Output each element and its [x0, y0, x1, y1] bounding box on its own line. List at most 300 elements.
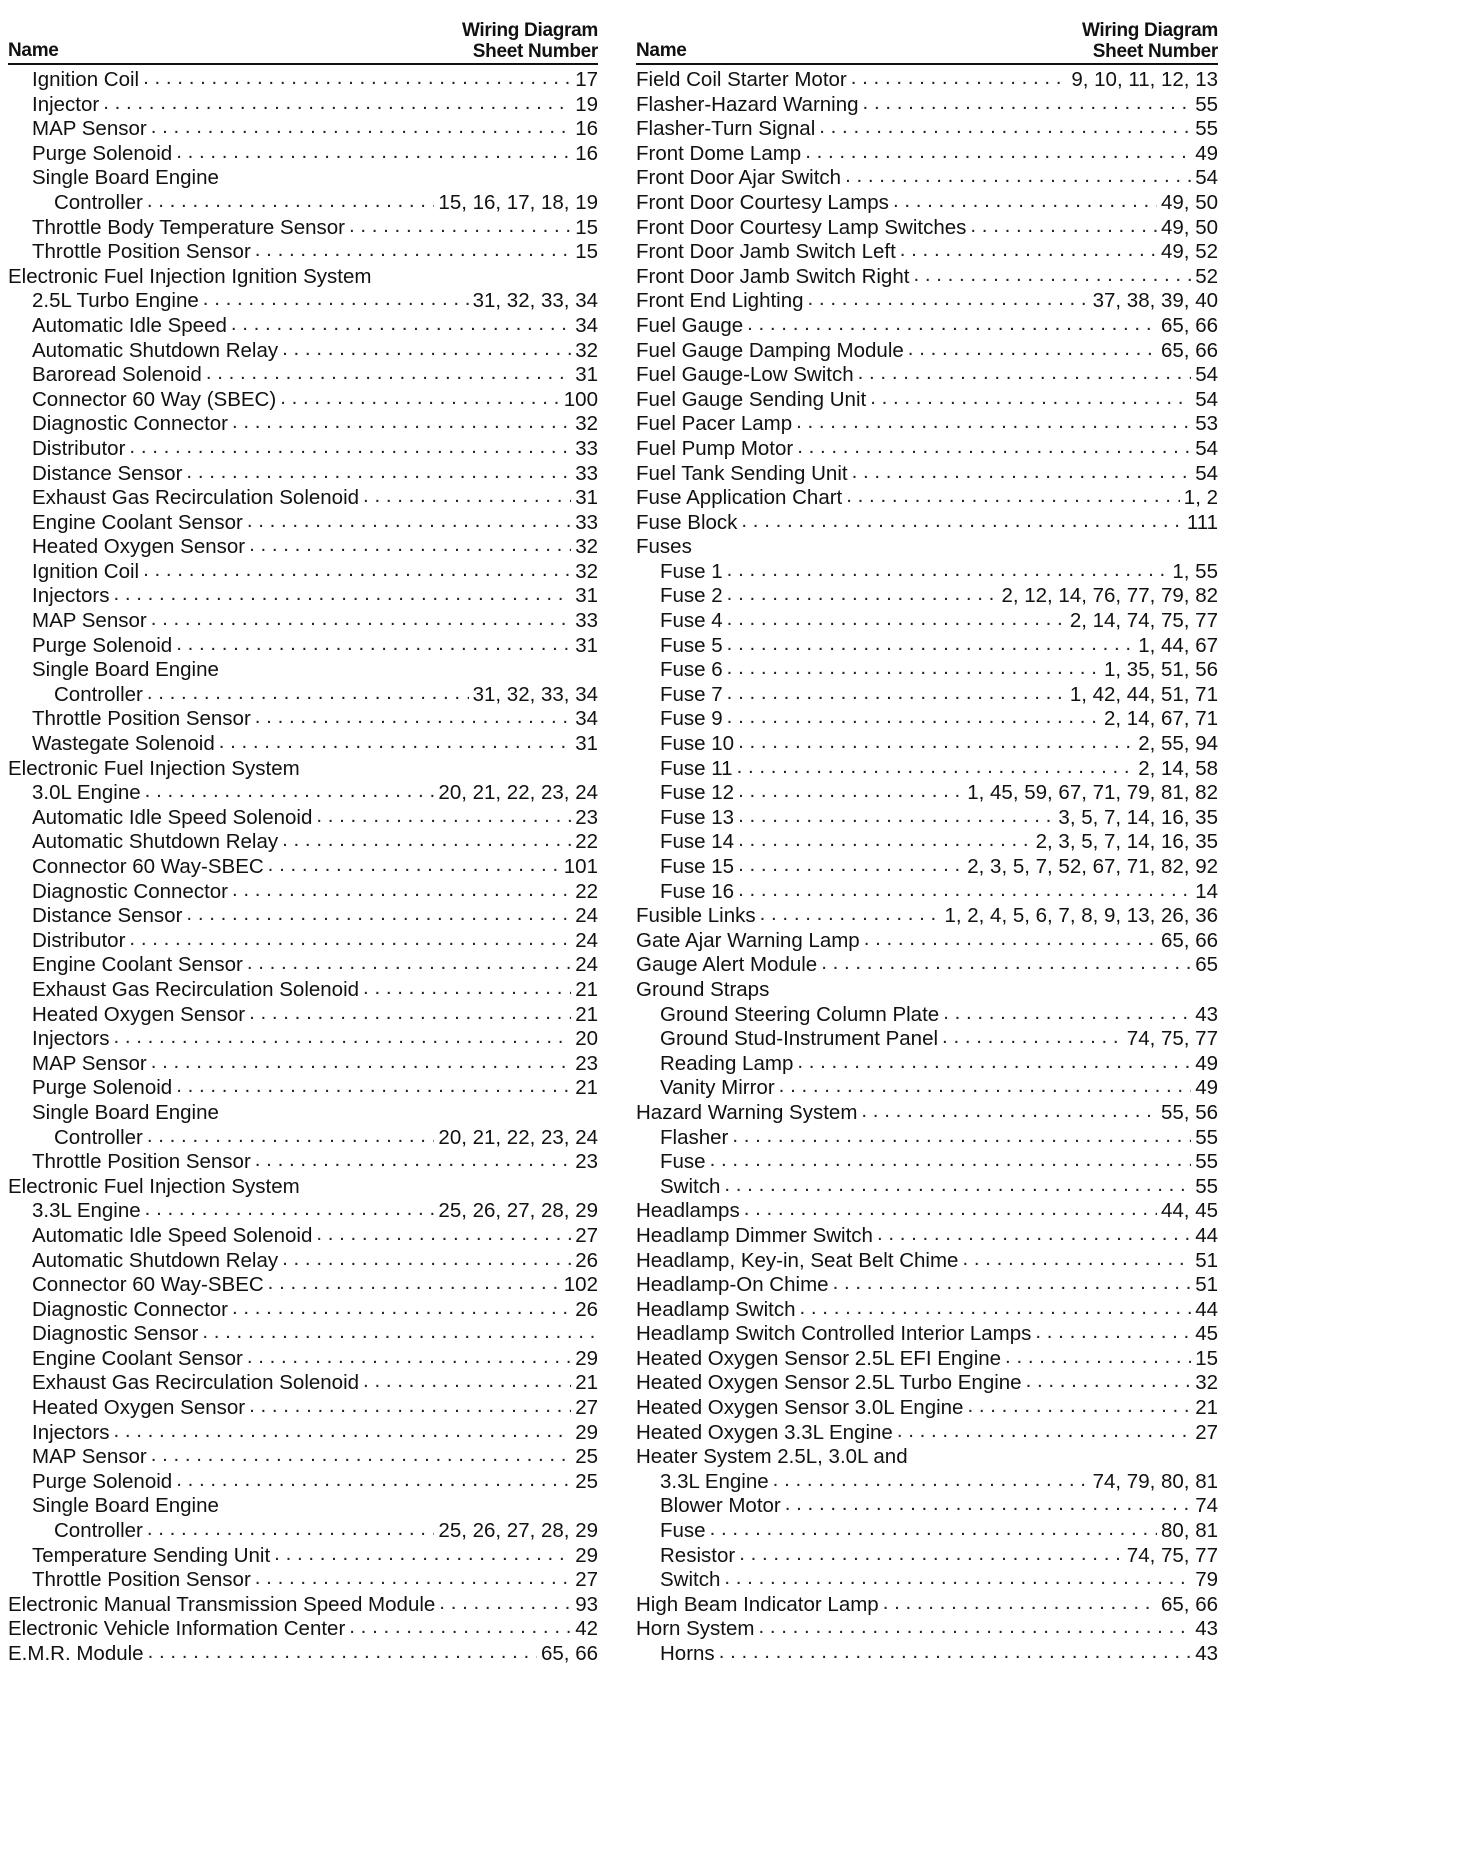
index-entry: [8, 1371, 598, 1396]
index-entry: [636, 1347, 1218, 1372]
dot-leader: [439, 1593, 571, 1616]
sheet-number: 23: [575, 1150, 598, 1174]
dot-leader: [797, 437, 1191, 460]
sheet-number: 1, 42, 44, 51, 71: [1069, 682, 1218, 706]
dot-leader: [833, 1273, 1192, 1296]
entry-name: Connector 60 Way-SBEC: [32, 855, 264, 878]
dot-leader: [202, 1322, 594, 1345]
entry-name: Engine Coolant Sensor: [32, 510, 243, 534]
entry-name: Ground Steering Column Plate: [660, 1002, 940, 1026]
index-entry: [8, 339, 598, 364]
index-entry: [8, 1101, 598, 1126]
sheet-number: 24: [575, 953, 598, 977]
entry-name: Blower Motor: [660, 1494, 781, 1518]
index-entry: [636, 609, 1218, 634]
index-entry: [636, 683, 1218, 708]
dot-leader: [967, 1396, 1191, 1419]
index-entry: [636, 1199, 1218, 1224]
dot-leader: [858, 363, 1192, 386]
dot-leader: [727, 707, 1100, 730]
index-entry: [8, 1642, 598, 1667]
dot-leader: [863, 93, 1192, 116]
entry-name: Automatic Shutdown Relay: [32, 1248, 279, 1272]
dot-leader: [727, 560, 1169, 583]
sheet-number: 1, 45, 59, 67, 71, 79, 81, 82: [967, 781, 1218, 805]
dot-leader: [819, 117, 1191, 140]
dot-leader: [147, 1519, 435, 1542]
entry-name: Horn System: [636, 1617, 755, 1641]
entry-name: Fuel Gauge Damping Module: [636, 338, 904, 362]
dot-leader: [710, 1519, 1157, 1542]
sheet-number: 65, 66: [1161, 928, 1218, 952]
entry-name: Headlamp Switch: [636, 1297, 796, 1321]
index-entry: [8, 511, 598, 536]
dot-leader: [897, 1421, 1191, 1444]
index-entry: [636, 953, 1218, 978]
dot-leader: [349, 1617, 571, 1640]
index-entry: [8, 732, 598, 757]
dot-leader: [805, 142, 1191, 165]
index-entry: [8, 1593, 598, 1618]
index-entry: [636, 93, 1218, 118]
sheet-number: 29: [575, 1420, 598, 1444]
sheet-number: 26: [575, 1297, 598, 1321]
sheet-number: 19: [575, 92, 598, 116]
entry-name: Fuse: [660, 1150, 706, 1174]
index-entry: [636, 806, 1218, 831]
index-entry: [636, 339, 1218, 364]
entry-name: 3.3L Engine: [32, 1199, 141, 1223]
dot-leader: [316, 806, 571, 829]
entry-name: Exhaust Gas Recirculation Solenoid: [32, 977, 360, 1001]
sheet-number: 42: [575, 1617, 598, 1641]
dot-leader: [846, 486, 1180, 509]
sheet-number: 32: [575, 338, 598, 362]
dot-leader: [203, 289, 469, 312]
index-entry: [8, 191, 598, 216]
sheet-number: 100: [563, 387, 598, 411]
sheet-number: 111: [1186, 510, 1218, 534]
entry-name: Hazard Warning System: [636, 1100, 858, 1124]
right-sheet-heading-line1: Wiring Diagram: [1081, 20, 1218, 41]
entry-name: Diagnostic Sensor: [32, 1322, 199, 1346]
index-entry: [636, 1421, 1218, 1446]
index-entry: [636, 1396, 1218, 1421]
dot-leader: [913, 265, 1191, 288]
dot-leader: [785, 1494, 1191, 1517]
index-entry: [636, 216, 1218, 241]
sheet-number: 15: [575, 215, 598, 239]
dot-leader: [316, 1224, 571, 1247]
sheet-number: 55: [1195, 1125, 1218, 1149]
sheet-number: 55: [1195, 1150, 1218, 1174]
sheet-number: 43: [1195, 1642, 1218, 1665]
index-entry: [636, 978, 1218, 1003]
entry-name: Ground Straps: [636, 977, 770, 1001]
dot-leader: [176, 634, 571, 657]
index-entry: [8, 363, 598, 388]
entry-name: Fuse Application Chart: [636, 486, 843, 510]
sheet-number: 22: [575, 830, 598, 854]
entry-name: Fuse 6: [660, 658, 723, 682]
sheet-number: 54: [1195, 166, 1218, 190]
entry-name: Fuel Pacer Lamp: [636, 412, 793, 436]
sheet-number: 55, 56: [1161, 1100, 1218, 1124]
entry-name: Reading Lamp: [660, 1051, 794, 1075]
left-sheet-heading-line1: Wiring Diagram: [461, 20, 598, 41]
dot-leader: [129, 437, 571, 460]
index-entry: [8, 929, 598, 954]
sheet-number: 34: [575, 313, 598, 337]
entry-name: Ignition Coil: [32, 559, 140, 583]
sheet-number: 29: [575, 1543, 598, 1567]
index-entry: [636, 1470, 1218, 1495]
sheet-number: 32: [575, 412, 598, 436]
entry-name: MAP Sensor: [32, 117, 147, 141]
entry-name: Heated Oxygen Sensor 3.0L Engine: [636, 1396, 964, 1420]
index-page: [8, 8, 1464, 1868]
dot-leader: [247, 511, 571, 534]
dot-leader: [808, 289, 1089, 312]
entry-name: Fuel Gauge: [636, 313, 744, 337]
index-entry: [636, 1617, 1218, 1642]
sheet-number: 1, 55: [1172, 559, 1218, 583]
dot-leader: [727, 658, 1100, 681]
sheet-number: 51: [1195, 1273, 1218, 1297]
index-entry: [8, 314, 598, 339]
sheet-number: 65, 66: [1161, 313, 1218, 337]
entry-name: Connector 60 Way-SBEC: [32, 1273, 264, 1297]
entry-name: Resistor: [660, 1543, 736, 1567]
index-entry: [636, 535, 1218, 560]
entry-name: Front Dome Lamp: [636, 141, 802, 165]
entry-name: 2.5L Turbo Engine: [32, 289, 199, 313]
entry-name: Purge Solenoid: [32, 141, 173, 165]
index-entry: [636, 314, 1218, 339]
sheet-number: 14: [1195, 879, 1218, 903]
entry-name: Diagnostic Connector: [32, 412, 228, 436]
dot-leader: [900, 240, 1157, 263]
entry-name: High Beam Indicator Lamp: [636, 1592, 879, 1616]
index-entry: [8, 830, 598, 855]
sheet-number: 65, 66: [1161, 1592, 1218, 1616]
entry-name: Throttle Body Temperature Sensor: [32, 215, 345, 239]
sheet-number: 33: [575, 461, 598, 485]
dot-leader: [710, 1150, 1192, 1173]
index-entry: [8, 855, 598, 880]
sheet-number: 9, 10, 11, 12, 13: [1071, 68, 1218, 91]
index-entry: [636, 1544, 1218, 1569]
index-entry: [8, 1273, 598, 1298]
sheet-number: 74: [1195, 1494, 1218, 1518]
entry-name: Heated Oxygen Sensor 2.5L EFI Engine: [636, 1346, 1002, 1370]
entry-name: Diagnostic Connector: [32, 879, 228, 903]
sheet-number: 25: [575, 1469, 598, 1493]
sheet-number: 74, 75, 77: [1126, 1027, 1218, 1051]
index-entry: [8, 1249, 598, 1274]
entry-name: Gate Ajar Warning Lamp: [636, 928, 860, 952]
dot-leader: [739, 1544, 1123, 1567]
entry-name: Front Door Jamb Switch Left: [636, 240, 896, 264]
index-entry: [8, 683, 598, 708]
entry-name: Headlamp, Key-in, Seat Belt Chime: [636, 1248, 959, 1272]
entry-name: Fuse: [660, 1519, 706, 1543]
entry-name: Automatic Idle Speed Solenoid: [32, 1223, 313, 1247]
index-entry: [636, 1175, 1218, 1200]
index-entry: [8, 1568, 598, 1593]
index-entry: [636, 1052, 1218, 1077]
index-entry: [8, 1298, 598, 1323]
entry-name: Fuse 1: [660, 559, 723, 583]
entry-name: Front Door Jamb Switch Right: [636, 264, 910, 288]
index-entry: [8, 462, 598, 487]
index-entry: [636, 1642, 1218, 1667]
index-entry: [636, 732, 1218, 757]
sheet-number: 37, 38, 39, 40: [1092, 289, 1218, 313]
dot-leader: [151, 117, 571, 140]
dot-leader: [143, 560, 571, 583]
index-entry: [636, 265, 1218, 290]
sheet-number: 16: [575, 117, 598, 141]
right-sheet-heading: [1082, 20, 1218, 62]
index-entry: [8, 166, 598, 191]
sheet-number: 54: [1195, 387, 1218, 411]
index-entry: [636, 191, 1218, 216]
dot-leader: [280, 388, 560, 411]
index-entry: [8, 289, 598, 314]
dot-leader: [893, 191, 1157, 214]
index-entry: [636, 240, 1218, 265]
index-entry: [8, 265, 598, 290]
index-entry: [8, 412, 598, 437]
sheet-number: 27: [575, 1568, 598, 1592]
index-entry: [636, 486, 1218, 511]
entry-name: Switch: [660, 1568, 721, 1592]
dot-leader: [249, 1396, 571, 1419]
dot-leader: [143, 68, 571, 91]
entry-name: Fuel Pump Motor: [636, 436, 794, 460]
sheet-number: 45: [1195, 1322, 1218, 1346]
entry-name: Fusible Links: [636, 904, 756, 928]
index-entry: [8, 1470, 598, 1495]
index-entry: [8, 757, 598, 782]
index-entry: [636, 1593, 1218, 1618]
dot-leader: [255, 1150, 571, 1173]
entry-name: Fuse 11: [660, 756, 733, 780]
entry-name: Field Coil Starter Motor: [636, 68, 847, 91]
sheet-number: 31: [575, 633, 598, 657]
index-entry: [8, 634, 598, 659]
index-entry: [636, 412, 1218, 437]
sheet-number: 65: [1195, 953, 1218, 977]
sheet-number: 20: [575, 1027, 598, 1051]
index-entry: [8, 781, 598, 806]
sheet-number: 2, 55, 94: [1138, 732, 1218, 756]
entry-name: Engine Coolant Sensor: [32, 1346, 243, 1370]
entry-name: Switch: [660, 1174, 721, 1198]
index-entry: [8, 388, 598, 413]
entry-name: MAP Sensor: [32, 609, 147, 633]
entry-name: Distance Sensor: [32, 461, 183, 485]
entry-name: Throttle Position Sensor: [32, 240, 251, 264]
dot-leader: [758, 1617, 1191, 1640]
index-entry: [8, 1052, 598, 1077]
index-entry: [8, 1076, 598, 1101]
sheet-number: 2, 3, 5, 7, 14, 16, 35: [1035, 830, 1218, 854]
dot-leader: [800, 1298, 1192, 1321]
sheet-number: 23: [575, 1051, 598, 1075]
dot-leader: [727, 683, 1066, 706]
sheet-number: 44: [1195, 1297, 1218, 1321]
index-entry: [8, 904, 598, 929]
index-entry: [636, 462, 1218, 487]
dot-leader: [738, 855, 963, 878]
index-entry: [636, 68, 1218, 93]
dot-leader: [151, 609, 571, 632]
sheet-number: 33: [575, 609, 598, 633]
entry-name: Fuse 9: [660, 707, 723, 731]
entry-name: Distance Sensor: [32, 904, 183, 928]
entry-name: Flasher-Turn Signal: [636, 117, 816, 141]
index-entry: [8, 142, 598, 167]
entry-name: Heated Oxygen 3.3L Engine: [636, 1420, 893, 1444]
sheet-number: 31, 32, 33, 34: [472, 682, 598, 706]
sheet-number: 20, 21, 22, 23, 24: [438, 781, 598, 805]
entry-name: Baroread Solenoid: [32, 363, 202, 387]
dot-leader: [738, 781, 963, 804]
sheet-number: 74, 75, 77: [1126, 1543, 1218, 1567]
index-entry: [636, 584, 1218, 609]
dot-leader: [796, 412, 1191, 435]
index-entry: [636, 1003, 1218, 1028]
index-entry: [636, 929, 1218, 954]
entry-name: Throttle Position Sensor: [32, 1568, 251, 1592]
dot-leader: [779, 1076, 1192, 1099]
entry-name: Gauge Alert Module: [636, 953, 818, 977]
entry-name: Fuse 13: [660, 805, 735, 829]
dot-leader: [148, 1642, 537, 1665]
sheet-number: 25, 26, 27, 28, 29: [438, 1199, 598, 1223]
dot-leader: [176, 1470, 571, 1493]
sheet-number: 27: [575, 1396, 598, 1420]
sheet-number: 31: [575, 363, 598, 387]
sheet-number: 31: [575, 486, 598, 510]
dot-leader: [249, 1003, 571, 1026]
entry-name: Purge Solenoid: [32, 1469, 173, 1493]
index-entry: [8, 1224, 598, 1249]
sheet-number: 44, 45: [1161, 1199, 1218, 1223]
dot-leader: [145, 781, 435, 804]
index-entry: [636, 904, 1218, 929]
entry-name: Heated Oxygen Sensor 2.5L Turbo Engine: [636, 1371, 1022, 1395]
index-entry: [8, 216, 598, 241]
sheet-number: 53: [1195, 412, 1218, 436]
dot-leader: [1005, 1347, 1191, 1370]
index-entry: [636, 1076, 1218, 1101]
sheet-number: 2, 14, 58: [1138, 756, 1218, 780]
entry-name: Heated Oxygen Sensor: [32, 535, 246, 559]
entry-name: Fuse 12: [660, 781, 735, 805]
entry-name: Purge Solenoid: [32, 633, 173, 657]
sheet-number: 32: [575, 535, 598, 559]
entry-name: Distributor: [32, 436, 126, 460]
dot-leader: [151, 1445, 571, 1468]
dot-leader: [268, 1273, 560, 1296]
dot-leader: [232, 412, 571, 435]
sheet-number: 33: [575, 436, 598, 460]
sheet-number: 1, 44, 67: [1138, 633, 1218, 657]
entry-name: Fuse 15: [660, 855, 735, 878]
index-entry: [636, 1224, 1218, 1249]
left-column: [8, 8, 598, 1667]
entry-name: Controller: [54, 190, 143, 214]
entry-name: Connector 60 Way (SBEC): [32, 387, 277, 411]
right-entry-list: [636, 68, 1218, 1667]
entry-name: Ignition Coil: [32, 68, 140, 91]
index-entry: [8, 1027, 598, 1052]
entry-name: Single Board Engine: [32, 1494, 219, 1518]
entry-name: Front Door Courtesy Lamps: [636, 190, 889, 214]
sheet-number: 21: [575, 1076, 598, 1100]
right-sheet-heading-line2: Sheet Number: [1092, 41, 1218, 62]
entry-name: Fuse 4: [660, 609, 723, 633]
sheet-number: 44: [1195, 1223, 1218, 1247]
entry-name: MAP Sensor: [32, 1051, 147, 1075]
entry-name: Exhaust Gas Recirculation Solenoid: [32, 1371, 360, 1395]
sheet-number: 27: [575, 1223, 598, 1247]
dot-leader: [732, 1126, 1191, 1149]
dot-leader: [268, 855, 560, 878]
entry-name: Fuel Gauge-Low Switch: [636, 363, 854, 387]
index-entry: [8, 707, 598, 732]
right-name-heading: Name: [636, 40, 687, 61]
dot-leader: [861, 1101, 1157, 1124]
index-entry: [8, 1617, 598, 1642]
dot-leader: [741, 511, 1182, 534]
sheet-number: 25, 26, 27, 28, 29: [438, 1519, 598, 1543]
entry-name: Controller: [54, 682, 143, 706]
sheet-number: 55: [1195, 1174, 1218, 1198]
index-entry: [636, 1322, 1218, 1347]
entry-name: Injectors: [32, 1027, 110, 1051]
index-entry: [636, 1445, 1218, 1470]
entry-name: Horns: [660, 1642, 715, 1665]
dot-leader: [738, 732, 1134, 755]
sheet-number: 1, 2: [1183, 486, 1218, 510]
sheet-number: 65, 66: [541, 1642, 598, 1665]
dot-leader: [145, 1199, 435, 1222]
index-entry: [8, 535, 598, 560]
sheet-number: 1, 35, 51, 56: [1104, 658, 1218, 682]
entry-name: Flasher: [660, 1125, 729, 1149]
dot-leader: [738, 830, 1032, 853]
dot-leader: [724, 1568, 1191, 1591]
dot-leader: [908, 339, 1157, 362]
dot-leader: [255, 1568, 571, 1591]
entry-name: Wastegate Solenoid: [32, 732, 215, 756]
index-entry: [636, 1568, 1218, 1593]
entry-name: Engine Coolant Sensor: [32, 953, 243, 977]
index-entry: [636, 511, 1218, 536]
index-entry: [8, 1199, 598, 1224]
entry-name: Injectors: [32, 584, 110, 608]
dot-leader: [206, 363, 571, 386]
entry-name: Headlamp Switch Controlled Interior Lamps: [636, 1322, 1032, 1346]
index-entry: [636, 1150, 1218, 1175]
entry-name: E.M.R. Module: [8, 1642, 144, 1665]
entry-name: Fuse Block: [636, 510, 738, 534]
index-entry: [636, 1101, 1218, 1126]
